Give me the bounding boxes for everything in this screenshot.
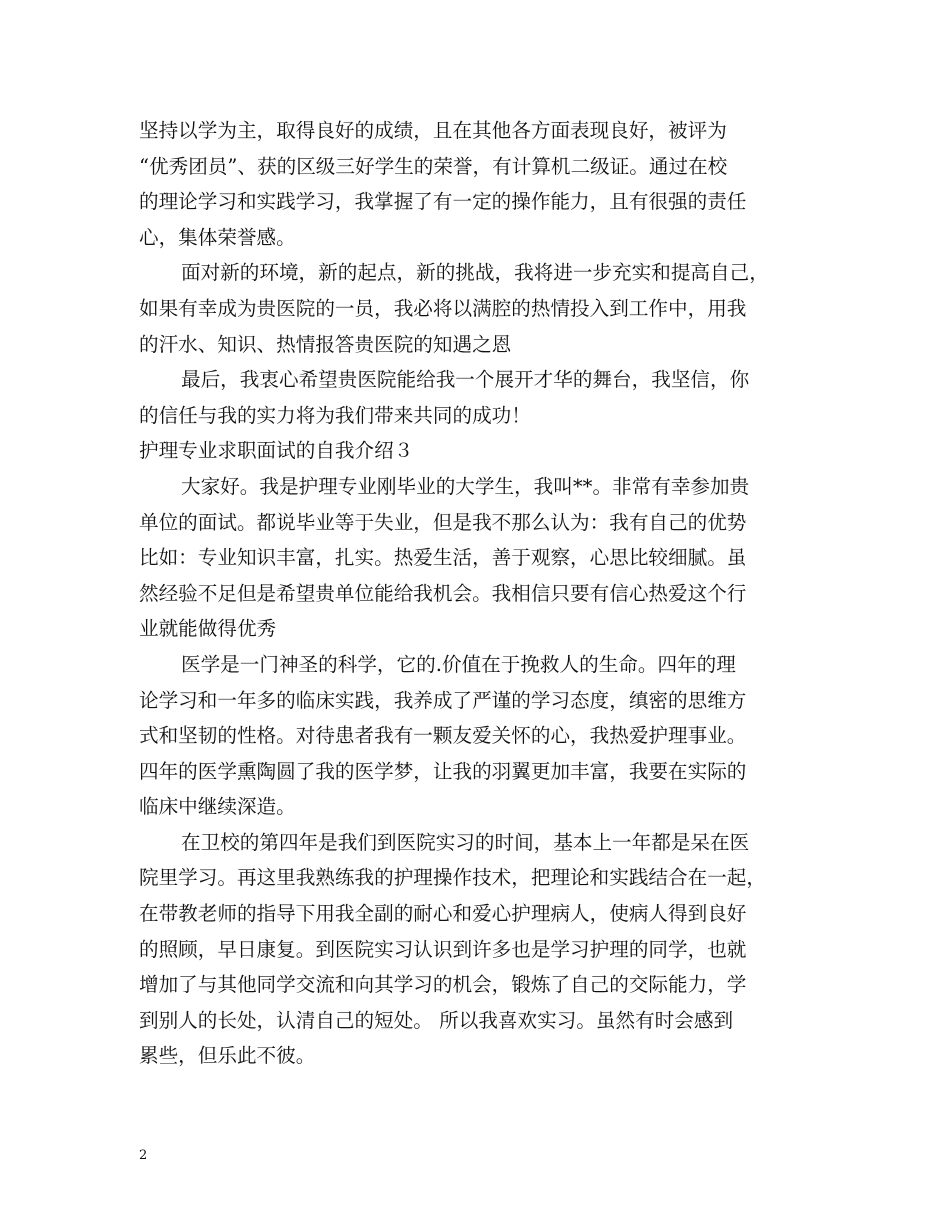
text-line: 单位的面试。都说毕业等于失业，但是我不那么认为：我有自己的优势 — [139, 510, 747, 534]
section-heading: 护理专业求职面试的自我介绍３ — [139, 439, 414, 463]
text-line: 四年的医学熏陶圆了我的医学梦，让我的羽翼更加丰富，我要在实际的 — [139, 759, 747, 783]
text-line: 临床中继续深造。 — [139, 795, 296, 819]
text-line: 坚持以学为主，取得良好的成绩，且在其他各方面表现良好，被评为 — [139, 119, 727, 142]
text-line: 比如：专业知识丰富，扎实。热爱生活，善于观察，心思比较细腻。虽 — [139, 546, 747, 570]
text-line: 到别人的长处，认清自己的短处。 所以我喜欢实习。虽然有时会感到 — [139, 1008, 734, 1032]
paragraph-start-line: 大家好。我是护理专业刚毕业的大学生，我叫**。非常有幸参加贵 — [181, 474, 750, 498]
paragraph-start-line: 医学是一门神圣的科学，它的.价值在于挽救人的生命。四年的理 — [181, 652, 736, 676]
text-line: 式和坚韧的性格。对待患者我有一颗友爱关怀的心，我热爱护理事业。 — [139, 724, 747, 748]
text-line: 业就能做得优秀 — [139, 617, 277, 641]
text-line: 然经验不足但是希望贵单位能给我机会。我相信只要有信心热爱这个行 — [139, 581, 747, 605]
paragraph-start-line: 面对新的环境，新的起点，新的挑战，我将进一步充实和提高自己， — [181, 261, 769, 285]
paragraph-start-line: 最后，我衷心希望贵医院能给我一个展开才华的舞台，我坚信，你 — [181, 368, 750, 392]
text-line: 在带教老师的指导下用我全副的耐心和爱心护理病人，使病人得到良好 — [139, 902, 747, 926]
paragraph-start-line: 在卫校的第四年是我们到医院实习的时间，基本上一年都是呆在医 — [181, 830, 750, 854]
text-line: 的信任与我的实力将为我们带来共同的成功！ — [139, 403, 531, 427]
text-line: “优秀团员”、获的区级三好学生的荣誉，有计算机二级证。通过在校 — [139, 154, 728, 178]
text-line: 的照顾，早日康复。到医院实习认识到许多也是学习护理的同学，也就 — [139, 937, 747, 961]
text-line: 院里学习。再这里我熟练我的护理操作技术，把理论和实践结合在一起， — [139, 866, 766, 890]
text-line: 累些，但乐此不彼。 — [139, 1044, 316, 1068]
text-line: 的汗水、知识、热情报答贵医院的知遇之恩 — [139, 332, 512, 356]
document-body — [139, 113, 819, 1074]
text-line: 论学习和一年多的临床实践，我养成了严谨的学习态度，缜密的思维方 — [139, 688, 747, 712]
text-line: 如果有幸成为贵医院的一员，我必将以满腔的热情投入到工作中，用我 — [139, 296, 747, 320]
text-line: 增加了与其他同学交流和向其学习的机会，锻炼了自己的交际能力，学 — [139, 973, 747, 997]
text-line: 的理论学习和实践学习，我掌握了有一定的操作能力，且有很强的责任 — [139, 190, 747, 214]
page-number: 2 — [139, 1148, 148, 1163]
text-line: 心，集体荣誉感。 — [139, 225, 296, 249]
